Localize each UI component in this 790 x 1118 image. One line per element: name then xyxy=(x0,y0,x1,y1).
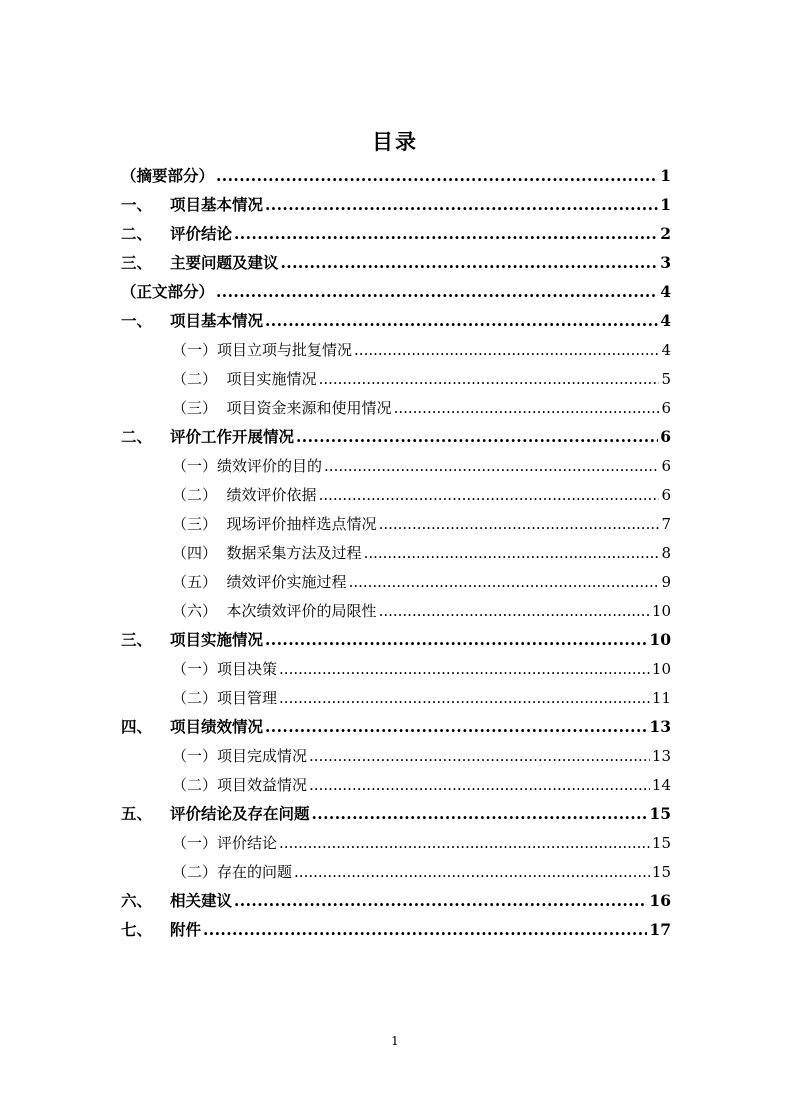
toc-entry-text: 项目基本情况 xyxy=(170,311,264,330)
toc-entry-text: 项目实施情况 xyxy=(217,370,317,388)
toc-entry-page: 4 xyxy=(660,311,671,330)
toc-dot-leader xyxy=(319,370,660,388)
toc-entry[interactable] xyxy=(172,591,671,620)
toc-entry-page: 16 xyxy=(649,891,671,910)
toc-entry-text: 绩效评价的目的 xyxy=(217,457,323,475)
toc-dot-leader xyxy=(279,660,650,678)
toc-entry-text: 存在的问题 xyxy=(217,863,293,881)
toc-entry-text: 评价工作开展情况 xyxy=(170,427,295,446)
toc-entry-page: 17 xyxy=(649,920,671,939)
toc-entry-text: 项目绩效情况 xyxy=(170,717,264,736)
toc-entry-number: 六、 xyxy=(121,891,153,910)
toc-entry-page: 6 xyxy=(661,486,671,504)
toc-entry-number: 三、 xyxy=(121,630,153,649)
toc-entry[interactable] xyxy=(172,736,671,765)
toc-entry[interactable] xyxy=(172,330,671,359)
toc-dot-leader xyxy=(281,254,659,272)
toc-dot-leader xyxy=(265,312,658,330)
toc-entry-number: （二） xyxy=(172,776,218,794)
toc-entry[interactable] xyxy=(172,533,671,562)
toc-entry-page: 4 xyxy=(660,282,671,301)
toc-entry-text: （正文部分） xyxy=(121,282,215,301)
toc-entry[interactable] xyxy=(121,214,671,243)
toc-entry-number: （五） xyxy=(172,573,218,591)
toc-entry-number: 七、 xyxy=(121,920,153,939)
toc-dot-leader xyxy=(364,544,660,562)
toc-entry[interactable] xyxy=(172,504,671,533)
toc-dot-leader xyxy=(279,834,650,852)
toc-entry-number: （一） xyxy=(172,747,218,765)
toc-dot-leader xyxy=(379,602,650,620)
toc-entry-text: 绩效评价依据 xyxy=(217,486,317,504)
toc-dot-leader xyxy=(354,341,659,359)
toc-dot-leader xyxy=(216,167,658,185)
toc-entry[interactable] xyxy=(172,678,671,707)
toc-entry-number: （二） xyxy=(172,863,218,881)
toc-dot-leader xyxy=(265,196,658,214)
toc-entry-number: （一） xyxy=(172,341,218,359)
toc-dot-leader xyxy=(379,515,660,533)
toc-dot-leader xyxy=(309,747,650,765)
toc-entry-number: （一） xyxy=(172,660,218,678)
toc-entry-page: 13 xyxy=(649,717,671,736)
toc-entry-page: 13 xyxy=(651,747,671,765)
toc-dot-leader xyxy=(265,718,647,736)
toc-entry[interactable] xyxy=(172,388,671,417)
toc-entry-page: 15 xyxy=(651,863,671,881)
toc-entry-text: 附件 xyxy=(170,920,202,939)
toc-dot-leader xyxy=(296,428,658,446)
page-number: 1 xyxy=(391,1034,399,1048)
toc-entry-number: 三、 xyxy=(121,253,153,272)
toc-entry-text: 项目立项与批复情况 xyxy=(217,341,353,359)
toc-entry[interactable] xyxy=(172,823,671,852)
toc-entry-text: 项目基本情况 xyxy=(170,195,264,214)
toc-entry-text: 现场评价抽样选点情况 xyxy=(217,515,377,533)
toc-entry-number: （一） xyxy=(172,834,218,852)
toc-entry[interactable] xyxy=(121,156,671,185)
toc-entry-page: 1 xyxy=(660,195,671,214)
toc-entry[interactable] xyxy=(121,185,671,214)
toc-entry-page: 15 xyxy=(649,804,671,823)
toc-entry-page: 6 xyxy=(661,399,671,417)
toc-entry-text: 评价结论 xyxy=(170,224,233,243)
toc-entry-page: 6 xyxy=(660,427,671,446)
toc-entry-text: 项目决策 xyxy=(217,660,278,678)
toc-entry-text: 项目效益情况 xyxy=(217,776,308,794)
toc-title: 目录 xyxy=(372,129,418,154)
toc-entry-page: 5 xyxy=(661,370,671,388)
toc-entry-number: （六） xyxy=(172,602,218,620)
toc-entry-number: （三） xyxy=(172,399,218,417)
toc-entry-page: 11 xyxy=(651,689,671,707)
toc-entry[interactable] xyxy=(172,649,671,678)
toc-entry-text: 评价结论 xyxy=(217,834,278,852)
toc-dot-leader xyxy=(324,457,659,475)
toc-entry-page: 10 xyxy=(651,660,671,678)
toc-dot-leader xyxy=(234,225,658,243)
toc-entry-text: 评价结论及存在问题 xyxy=(170,804,310,823)
toc-entry-text: 相关建议 xyxy=(170,891,233,910)
toc-entry-text: 绩效评价实施过程 xyxy=(217,573,347,591)
toc-entry[interactable] xyxy=(172,359,671,388)
toc-entry[interactable] xyxy=(121,910,671,939)
toc-dot-leader xyxy=(312,805,648,823)
toc-entry-number: （三） xyxy=(172,515,218,533)
toc-entry-number: 五、 xyxy=(121,804,153,823)
toc-entry[interactable] xyxy=(172,446,671,475)
toc-dot-leader xyxy=(265,631,647,649)
toc-entry-page: 10 xyxy=(651,602,671,620)
toc-entry-number: 二、 xyxy=(121,224,153,243)
toc-entry-page: 15 xyxy=(651,834,671,852)
toc-entry-page: 14 xyxy=(651,776,671,794)
toc-entry-page: 1 xyxy=(660,166,671,185)
toc-entry[interactable] xyxy=(121,243,671,272)
toc-entry[interactable] xyxy=(121,620,671,649)
toc-entry-text: 项目实施情况 xyxy=(170,630,264,649)
toc-entry-number: （一） xyxy=(172,457,218,475)
toc-entry[interactable] xyxy=(172,765,671,794)
toc-entry[interactable] xyxy=(121,417,671,446)
toc-entry-number: 一、 xyxy=(121,311,153,330)
toc-dot-leader xyxy=(309,776,650,794)
toc-dot-leader xyxy=(394,399,660,417)
toc-entry-number: （四） xyxy=(172,544,218,562)
toc-entry-number: 四、 xyxy=(121,717,153,736)
toc-dot-leader xyxy=(203,921,647,939)
toc-dot-leader xyxy=(349,573,660,591)
toc-entry[interactable] xyxy=(121,301,671,330)
toc-entry-page: 2 xyxy=(660,224,671,243)
toc-entry[interactable] xyxy=(121,794,671,823)
toc-entry-number: 一、 xyxy=(121,195,153,214)
toc-entry-text: 本次绩效评价的局限性 xyxy=(217,602,377,620)
toc-entry-number: 二、 xyxy=(121,427,153,446)
toc-entry-page: 7 xyxy=(661,515,671,533)
toc-entry-text: 项目完成情况 xyxy=(217,747,308,765)
toc-entry[interactable] xyxy=(172,562,671,591)
toc-entry-number: （二） xyxy=(172,689,218,707)
toc-entry-page: 8 xyxy=(661,544,671,562)
toc-entry-text: 项目资金来源和使用情况 xyxy=(217,399,392,417)
toc-entry-page: 3 xyxy=(660,253,671,272)
toc-entry-text: 数据采集方法及过程 xyxy=(217,544,362,562)
toc-entry[interactable] xyxy=(172,852,671,881)
toc-entry[interactable] xyxy=(121,707,671,736)
toc-entry-page: 10 xyxy=(649,630,671,649)
toc-entry-text: 主要问题及建议 xyxy=(170,253,279,272)
toc-entry-page: 6 xyxy=(661,457,671,475)
toc-entry[interactable] xyxy=(121,272,671,301)
toc-entry[interactable] xyxy=(172,475,671,504)
toc-dot-leader xyxy=(216,283,658,301)
toc-dot-leader xyxy=(279,689,650,707)
toc-entry-text: 项目管理 xyxy=(217,689,278,707)
toc-entry-number: （二） xyxy=(172,486,218,504)
toc-entry-number: （二） xyxy=(172,370,218,388)
toc-entry-page: 9 xyxy=(661,573,671,591)
toc-entry-page: 4 xyxy=(661,341,671,359)
toc-dot-leader xyxy=(319,486,660,504)
toc-dot-leader xyxy=(234,892,647,910)
toc-entry-text: （摘要部分） xyxy=(121,166,215,185)
toc-entry[interactable] xyxy=(121,881,671,910)
toc-dot-leader xyxy=(294,863,650,881)
